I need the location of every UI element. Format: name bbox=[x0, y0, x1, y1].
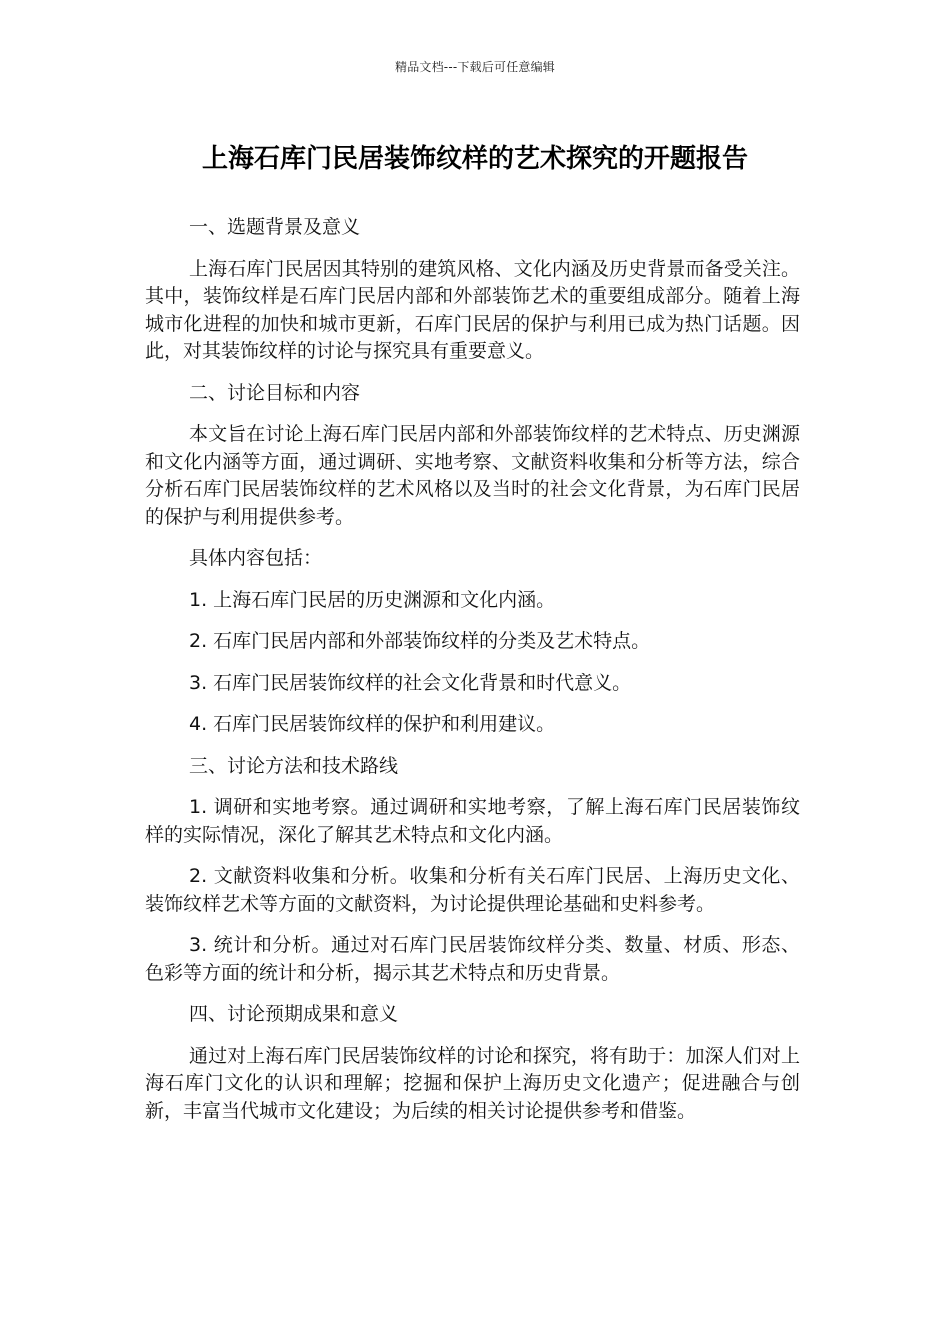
list-item-content-3: 3. 石库门民居装饰纹样的社会文化背景和时代意义。 bbox=[189, 671, 632, 694]
header-note: 精品文档---下载后可任意编辑 bbox=[395, 60, 555, 74]
paragraph-content-intro: 具体内容包括： bbox=[189, 547, 323, 569]
section-heading-methods: 三、讨论方法和技术路线 bbox=[189, 754, 399, 777]
document-body bbox=[145, 214, 800, 1139]
paragraph-outcomes: 通过对上海石库门民居装饰纹样的讨论和探究，将有助于：加深人们对上海石库门文化的认识和理解；挖掘和保护上海历史文化遗产；促进融合与创新，丰富当代城市文化建设；为后续的相关讨论提供参考和借鉴。 bbox=[145, 1044, 800, 1122]
list-item-content-2: 2. 石库门民居内部和外部装饰纹样的分类及艺术特点。 bbox=[189, 630, 651, 652]
paragraph-goals: 本文旨在讨论上海石库门民居内部和外部装饰纹样的艺术特点、历史渊源和文化内涵等方面，通过调研、实地考察、文献资料收集和分析等方法，综合分析石库门民居装饰纹样的艺术风格以及当时的社会文化背景，为石库门民居的保护与利用提供参考。 bbox=[145, 423, 800, 528]
list-item-method-3: 3. 统计和分析。通过对石库门民居装饰纹样分类、数量、材质、形态、色彩等方面的统计和分析，揭示其艺术特点和历史背景。 bbox=[145, 934, 800, 984]
section-heading-outcomes: 四、讨论预期成果和意义 bbox=[189, 1003, 399, 1025]
list-item-content-1: 1. 上海石库门民居的历史渊源和文化内涵。 bbox=[189, 588, 556, 611]
list-item-method-1: 1. 调研和实地考察。通过调研和实地考察，了解上海石库门民居装饰纹样的实际情况，深化了解其艺术特点和文化内涵。 bbox=[145, 796, 800, 846]
list-item-content-4: 4. 石库门民居装饰纹样的保护和利用建议。 bbox=[189, 713, 556, 735]
section-heading-goals: 二、讨论目标和内容 bbox=[189, 381, 361, 404]
section-heading-background: 一、选题背景及意义 bbox=[189, 216, 361, 238]
list-item-method-2: 2. 文献资料收集和分析。收集和分析有关石库门民居、上海历史文化、装饰纹样艺术等方面的文献资料，为讨论提供理论基础和史料参考。 bbox=[145, 865, 800, 915]
document-title: 上海石库门民居装饰纹样的艺术探究的开题报告 bbox=[201, 144, 748, 174]
paragraph-background: 上海石库门民居因其特别的建筑风格、文化内涵及历史背景而备受关注。其中，装饰纹样是石库门民居内部和外部装饰艺术的重要组成部分。随着上海城市化进程的加快和城市更新，石库门民居的保护与利用已成为热门话题。因此，对其装饰纹样的讨论与探究具有重要意义。 bbox=[145, 257, 800, 362]
